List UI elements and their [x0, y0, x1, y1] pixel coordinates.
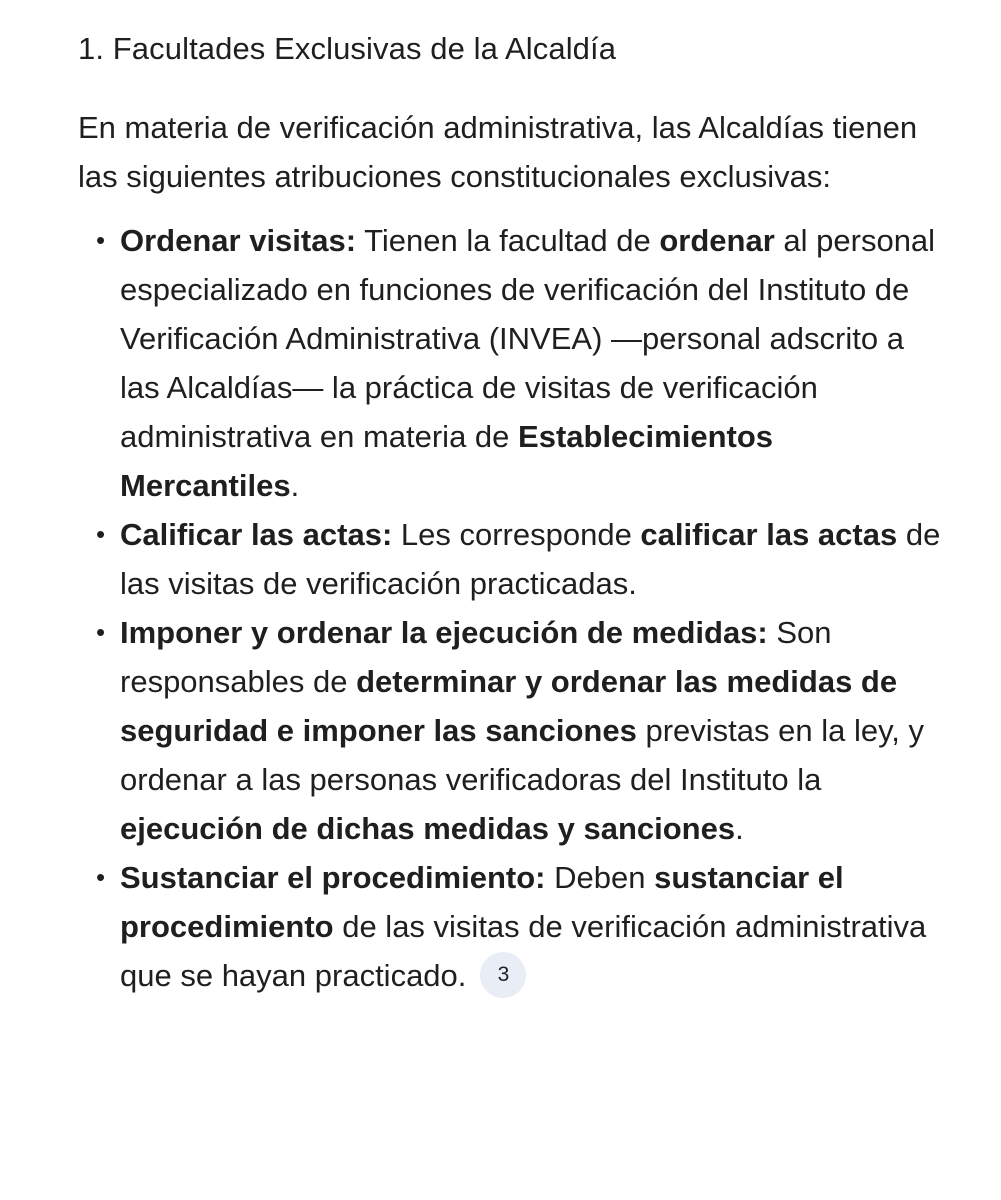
section-heading: 1. Facultades Exclusivas de la Alcaldía — [78, 31, 617, 66]
item-text: . — [735, 811, 744, 846]
item-emphasis: sustanciar el procedimiento — [120, 860, 844, 944]
list-item-imponer-medidas — [78, 608, 941, 853]
item-emphasis: ordenar — [659, 223, 775, 258]
item-text: de las visitas de verificación administrativa que se hayan practicado. — [120, 909, 927, 993]
list-item-sustanciar-procedimiento — [78, 853, 941, 1001]
item-title: Imponer y ordenar la ejecución de medidas: — [120, 615, 768, 650]
list-item-ordenar-visitas — [78, 216, 941, 510]
item-emphasis: determinar y ordenar las medidas de seguridad e imponer las sanciones — [120, 664, 898, 748]
item-text: Deben — [545, 860, 655, 895]
item-emphasis: Establecimientos Mercantiles — [120, 419, 774, 503]
item-text: Son responsables de — [120, 615, 832, 699]
item-text: al personal especializado en funciones de verificación del Instituto de Verificación Administrativa (INVEA) —personal adscrito a las Alcaldías— la práctica de visitas de verificación administrativa en materia de — [120, 223, 936, 454]
item-text: Les corresponde — [392, 517, 641, 552]
bullet-icon: • — [96, 862, 106, 892]
facultades-list — [78, 216, 941, 1001]
item-text: . — [290, 468, 300, 503]
citation-chip[interactable]: 3 — [480, 952, 526, 998]
bullet-icon: • — [96, 617, 106, 647]
item-text: de las visitas de verificación practicadas. — [120, 517, 941, 601]
bullet-icon: • — [96, 519, 106, 549]
item-emphasis: calificar las actas — [640, 517, 898, 552]
item-title: Calificar las actas: — [120, 517, 393, 552]
item-text: previstas en la ley, y ordenar a las personas verificadoras del Instituto la — [120, 713, 925, 797]
bullet-icon: • — [96, 225, 106, 255]
list-item-calificar-actas — [78, 510, 941, 608]
item-emphasis: ejecución de dichas medidas y sanciones — [120, 811, 736, 846]
intro-paragraph: En materia de verificación administrativa, las Alcaldías tienen las siguientes atribuciones constitucionales exclusivas: — [78, 110, 918, 194]
item-title: Ordenar visitas: — [120, 223, 357, 258]
item-title: Sustanciar el procedimiento: — [120, 860, 546, 895]
item-text: Tienen la facultad de — [356, 223, 660, 258]
